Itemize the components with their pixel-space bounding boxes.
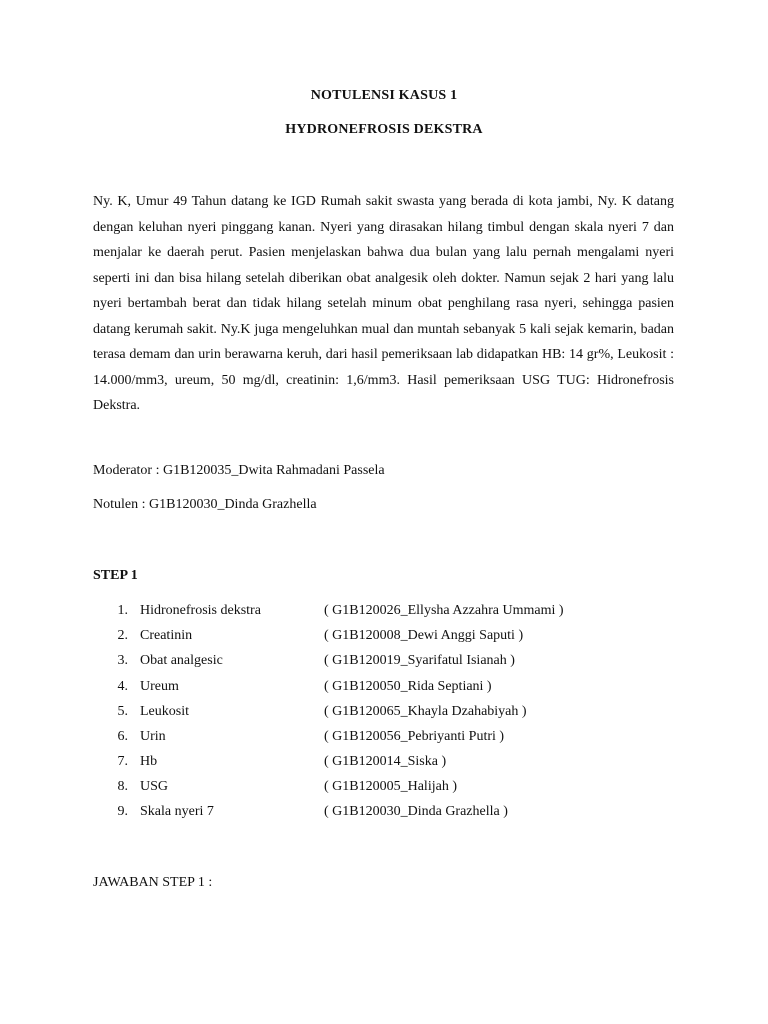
list-item-term: Hb xyxy=(140,754,158,769)
list-item-member: ( G1B120050_Rida Septiani ) xyxy=(324,679,492,694)
list-item-term: Ureum xyxy=(140,679,179,694)
list-item xyxy=(0,779,768,799)
list-item xyxy=(0,804,768,824)
list-item-number: 9. xyxy=(117,804,128,819)
document-title: NOTULENSI KASUS 1 xyxy=(310,88,458,103)
list-item-number: 7. xyxy=(117,754,128,769)
list-item-term: Leukosit xyxy=(140,704,189,719)
moderator-line: Moderator : G1B120035_Dwita Rahmadani Passela xyxy=(93,463,385,478)
list-item-member: ( G1B120030_Dinda Grazhella ) xyxy=(324,804,508,819)
document-subtitle: HYDRONEFROSIS DEKSTRA xyxy=(285,122,483,137)
list-item-number: 4. xyxy=(117,679,128,694)
list-item-number: 1. xyxy=(117,603,128,618)
case-paragraph: Ny. K, Umur 49 Tahun datang ke IGD Rumah sakit swasta yang berada di kota jambi, Ny. K datang dengan keluhan nyeri pinggang kanan. Nyeri yang dirasakan hilang timbul dengan skala nyeri 7 dan menjalar ke daerah perut. Pasien menjelaskan bahwa dua bulan yang lalu pernah mengalami nyeri seperti ini dan bisa hilang setelah diberikan obat analgesik oleh dokter. Namun sejak 2 hari yang lalu nyeri bertambah berat dan tidak hilang setelah minum obat penghilang rasa nyeri, sehingga pasien datang kerumah sakit. Ny.K juga mengeluhkan mual dan muntah sebanyak 5 kali sejak kemarin, badan terasa demam dan urin berawarna keruh, dari hasil pemeriksaan lab didapatkan HB: 14 gr%, Leukosit : 14.000/mm3, ureum, 50 mg/dl, creatinin: 1,6/mm3. Hasil pemeriksaan USG TUG: Hidronefrosis Dekstra. xyxy=(93,194,674,413)
list-item-number: 3. xyxy=(117,653,128,668)
list-item xyxy=(0,704,768,724)
list-item xyxy=(0,653,768,673)
list-item-member: ( G1B120005_Halijah ) xyxy=(324,779,457,794)
list-item xyxy=(0,628,768,648)
answer-heading: JAWABAN STEP 1 : xyxy=(93,875,213,890)
list-item-member: ( G1B120065_Khayla Dzahabiyah ) xyxy=(324,704,527,719)
list-item-number: 5. xyxy=(117,704,128,719)
list-item-term: USG xyxy=(140,779,169,794)
list-item-number: 8. xyxy=(117,779,128,794)
step-heading: STEP 1 xyxy=(93,568,138,583)
list-item-member: ( G1B120008_Dewi Anggi Saputi ) xyxy=(324,628,524,643)
list-item xyxy=(0,754,768,774)
list-item-number: 6. xyxy=(117,729,128,744)
list-item-term: Skala nyeri 7 xyxy=(140,804,214,819)
list-item-term: Urin xyxy=(140,729,166,744)
list-item xyxy=(0,603,768,623)
list-item-number: 2. xyxy=(117,628,128,643)
list-item-term: Hidronefrosis dekstra xyxy=(140,603,261,618)
list-item-member: ( G1B120014_Siska ) xyxy=(324,754,447,769)
notulen-line: Notulen : G1B120030_Dinda Grazhella xyxy=(93,497,317,512)
list-item-member: ( G1B120026_Ellysha Azzahra Ummami ) xyxy=(324,603,564,618)
list-item xyxy=(0,679,768,699)
list-item xyxy=(0,729,768,749)
list-item-member: ( G1B120019_Syarifatul Isianah ) xyxy=(324,653,515,668)
list-item-member: ( G1B120056_Pebriyanti Putri ) xyxy=(324,729,505,744)
list-item-term: Creatinin xyxy=(140,628,193,643)
list-item-term: Obat analgesic xyxy=(140,653,223,668)
